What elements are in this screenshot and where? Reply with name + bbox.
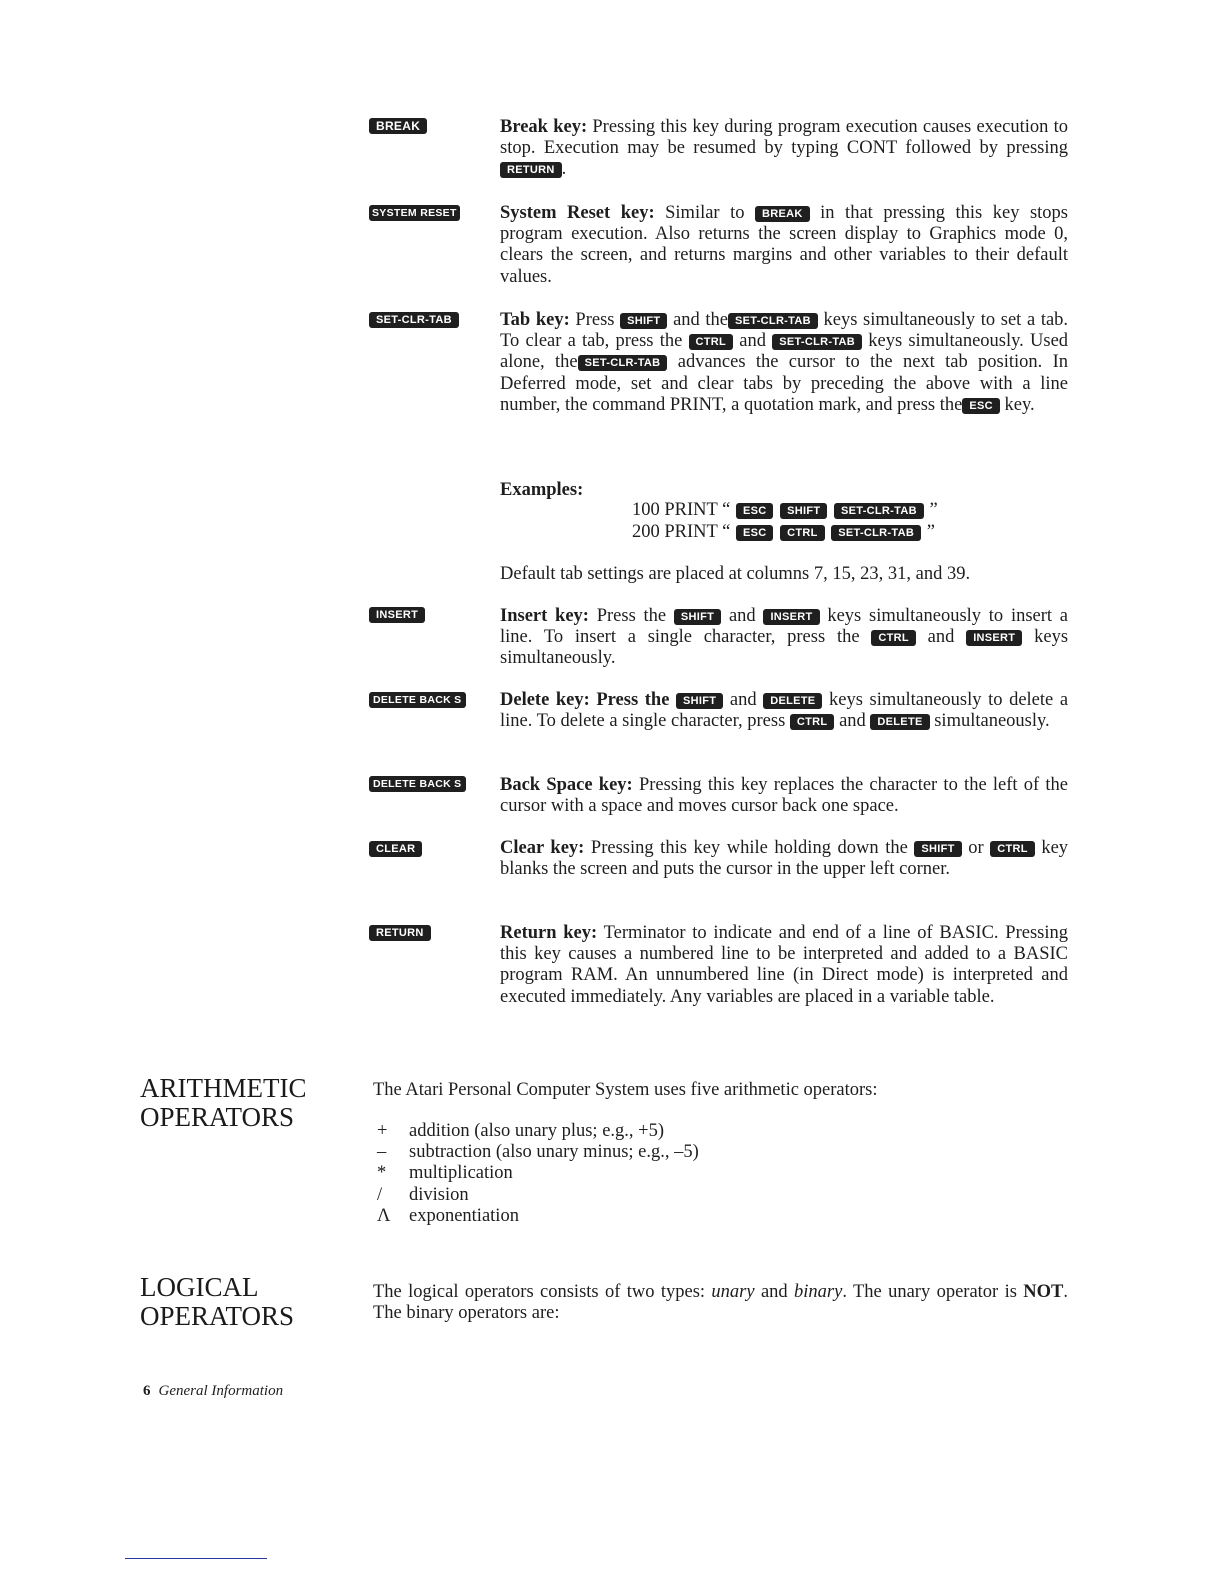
shift-key-icon: SHIFT bbox=[780, 503, 827, 519]
operator-symbol: + bbox=[377, 1121, 388, 1141]
entry-text: . bbox=[561, 159, 567, 180]
clear-key-entry bbox=[500, 838, 1068, 880]
entry-text: and bbox=[927, 627, 955, 648]
set-clr-tab-key-icon: SET-CLR-TAB bbox=[831, 525, 921, 541]
delete-back-s-key-icon: DELETE BACK S bbox=[369, 692, 466, 708]
entry-text: key. bbox=[1004, 394, 1035, 415]
example-suffix: ” bbox=[929, 500, 938, 520]
entry-text: and the bbox=[673, 310, 729, 330]
return-key-entry bbox=[500, 923, 1068, 1008]
heading-line: OPERATORS bbox=[140, 1301, 295, 1331]
arithmetic-operators-heading bbox=[140, 1074, 306, 1132]
delete-back-s-key-icon: DELETE BACK S bbox=[369, 776, 466, 792]
entry-text: Terminator to indicate and end of a line of BASIC. Pressing this key causes a numbered line to be interpreted and added to a BASIC program RAM. An unnumbered line (in Direct mode) is interpreted and executed immediately. Any variables are placed in a variable table. bbox=[500, 923, 1068, 1007]
operator-row bbox=[377, 1142, 699, 1163]
logical-intro bbox=[373, 1282, 1068, 1324]
operator-symbol: / bbox=[377, 1184, 383, 1205]
clear-key-icon: CLEAR bbox=[369, 841, 422, 857]
set-clr-tab-key-icon: SET-CLR-TAB bbox=[578, 355, 668, 371]
shift-key-icon: SHIFT bbox=[674, 609, 721, 625]
operator-desc: multiplication bbox=[409, 1163, 513, 1184]
shift-key-icon: SHIFT bbox=[620, 313, 667, 329]
system-reset-key-icon: SYSTEM RESET bbox=[369, 205, 460, 221]
set-clr-tab-key-icon: SET-CLR-TAB bbox=[834, 503, 924, 519]
entry-text: Press the bbox=[596, 606, 667, 626]
entry-text: key blanks the screen and puts the cursor in the upper left corner. bbox=[500, 838, 1069, 880]
example-suffix: ” bbox=[926, 522, 935, 542]
return-key-icon: RETURN bbox=[500, 162, 562, 178]
return-key-icon: RETURN bbox=[369, 925, 431, 941]
ctrl-key-icon: CTRL bbox=[871, 630, 916, 646]
esc-key-icon: ESC bbox=[962, 398, 1000, 414]
entry-text: Similar to bbox=[665, 203, 745, 223]
logical-unary: unary bbox=[711, 1282, 755, 1302]
operator-row bbox=[377, 1206, 699, 1227]
entry-text: Pressing this key replaces the character to the left of the cursor with a space and moves cursor back one space. bbox=[500, 775, 1069, 817]
entry-title: System Reset key: bbox=[500, 203, 655, 223]
page-footer bbox=[143, 1383, 283, 1400]
entry-text: keys simultaneously to delete a line. To delete a single character, press bbox=[500, 690, 1069, 732]
entry-title: Clear key: bbox=[500, 838, 585, 858]
example-line-1 bbox=[632, 499, 938, 521]
logical-binary: binary bbox=[794, 1282, 843, 1302]
operator-desc: subtraction (also unary minus; e.g., –5) bbox=[409, 1142, 699, 1163]
ctrl-key-icon: CTRL bbox=[780, 525, 825, 541]
ctrl-key-icon: CTRL bbox=[790, 714, 835, 730]
entry-title: Back Space key: bbox=[500, 775, 633, 795]
entry-text: keys simultaneously. Used alone, the bbox=[500, 331, 1069, 373]
entry-text: and bbox=[839, 711, 866, 732]
esc-key-icon: ESC bbox=[736, 525, 774, 541]
page-number: 6 bbox=[143, 1383, 151, 1399]
logical-not: NOT bbox=[1023, 1282, 1064, 1302]
footer-section: General Information bbox=[158, 1383, 284, 1399]
entry-text: in that pressing this key stops program execution. Also returns the screen display to Graphics mode 0, clears the screen, and returns margins and other variables to their default values. bbox=[500, 203, 1068, 287]
delete-key-icon: DELETE bbox=[763, 693, 822, 709]
logical-text: . The binary operators are: bbox=[373, 1282, 1068, 1323]
example-prefix: 200 PRINT “ bbox=[632, 522, 731, 542]
break-key-icon: BREAK bbox=[755, 206, 810, 222]
operator-desc: addition (also unary plus; e.g., +5) bbox=[409, 1121, 664, 1141]
example-line-2 bbox=[632, 521, 935, 543]
operator-symbol: – bbox=[377, 1142, 387, 1163]
logical-text: The logical operators consists of two types: bbox=[373, 1282, 706, 1302]
scan-artifact-line bbox=[125, 1558, 267, 1559]
set-clr-tab-key-icon: SET-CLR-TAB bbox=[772, 334, 862, 350]
operator-desc: division bbox=[409, 1184, 469, 1205]
logical-text: and bbox=[760, 1282, 788, 1302]
entry-text: and bbox=[728, 606, 756, 626]
operator-symbol: * bbox=[377, 1163, 387, 1184]
ctrl-key-icon: CTRL bbox=[990, 841, 1035, 857]
entry-title: Insert key: bbox=[500, 606, 589, 626]
example-prefix: 100 PRINT “ bbox=[632, 500, 731, 520]
entry-text: keys simultaneously to set a tab. To clear a tab, press the bbox=[500, 310, 1069, 352]
entry-text: and bbox=[729, 690, 757, 710]
delete-key-entry bbox=[500, 690, 1068, 732]
tab-key-entry bbox=[500, 310, 1068, 416]
set-clr-tab-key-icon: SET-CLR-TAB bbox=[369, 312, 459, 328]
esc-key-icon: ESC bbox=[736, 503, 774, 519]
entry-text: Pressing this key during program execution causes execution to stop. Execution may be resumed by typing CONT followed by pressing bbox=[500, 117, 1068, 159]
logical-operators-heading bbox=[140, 1273, 294, 1331]
heading-line: OPERATORS bbox=[140, 1102, 295, 1132]
back-space-key-entry bbox=[500, 775, 1068, 817]
entry-title: Tab key: bbox=[500, 310, 570, 330]
entry-text: simultaneously. bbox=[934, 711, 1050, 732]
entry-title: Break key: bbox=[500, 117, 588, 137]
entry-text: keys simultaneously. bbox=[500, 627, 1069, 669]
heading-line: LOGICAL bbox=[140, 1272, 259, 1302]
operator-row bbox=[377, 1121, 699, 1142]
shift-key-icon: SHIFT bbox=[914, 841, 961, 857]
entry-text: advances the cursor to the next tab position. In Deferred mode, set and clear tabs by preceding the above with a line number, the command PRINT, a quotation mark, and press the bbox=[500, 352, 1069, 415]
shift-key-icon: SHIFT bbox=[676, 693, 723, 709]
entry-text: and bbox=[739, 331, 766, 352]
operator-row bbox=[377, 1163, 699, 1184]
examples-label: Examples: bbox=[500, 480, 584, 500]
logical-text: . The unary operator is bbox=[842, 1282, 1017, 1302]
entry-text: or bbox=[968, 838, 984, 858]
entry-text: Press bbox=[575, 310, 615, 330]
entry-title: Delete key: Press the bbox=[500, 690, 670, 710]
ctrl-key-icon: CTRL bbox=[689, 334, 734, 350]
break-key-entry bbox=[500, 117, 1068, 181]
set-clr-tab-key-icon: SET-CLR-TAB bbox=[728, 313, 818, 329]
arithmetic-operator-list bbox=[377, 1121, 699, 1227]
entry-text: Pressing this key while holding down the bbox=[590, 838, 908, 858]
break-key-icon: BREAK bbox=[369, 118, 427, 134]
system-reset-key-entry bbox=[500, 203, 1068, 288]
insert-key-icon: INSERT bbox=[763, 609, 819, 625]
insert-key-icon: INSERT bbox=[369, 607, 425, 623]
entry-title: Return key: bbox=[500, 923, 598, 943]
delete-key-icon: DELETE bbox=[870, 714, 929, 730]
insert-key-entry bbox=[500, 606, 1068, 670]
operator-desc: exponentiation bbox=[409, 1205, 519, 1226]
insert-key-icon: INSERT bbox=[966, 630, 1022, 646]
heading-line: ARITHMETIC bbox=[140, 1073, 307, 1103]
default-tab-settings: Default tab settings are placed at columns 7, 15, 23, 31, and 39. bbox=[500, 564, 971, 584]
operator-row bbox=[377, 1185, 699, 1206]
arithmetic-intro: The Atari Personal Computer System uses five arithmetic operators: bbox=[373, 1080, 878, 1100]
entry-text: keys simultaneously to insert a line. To insert a single character, press the bbox=[500, 606, 1069, 648]
operator-symbol: Λ bbox=[377, 1205, 391, 1226]
